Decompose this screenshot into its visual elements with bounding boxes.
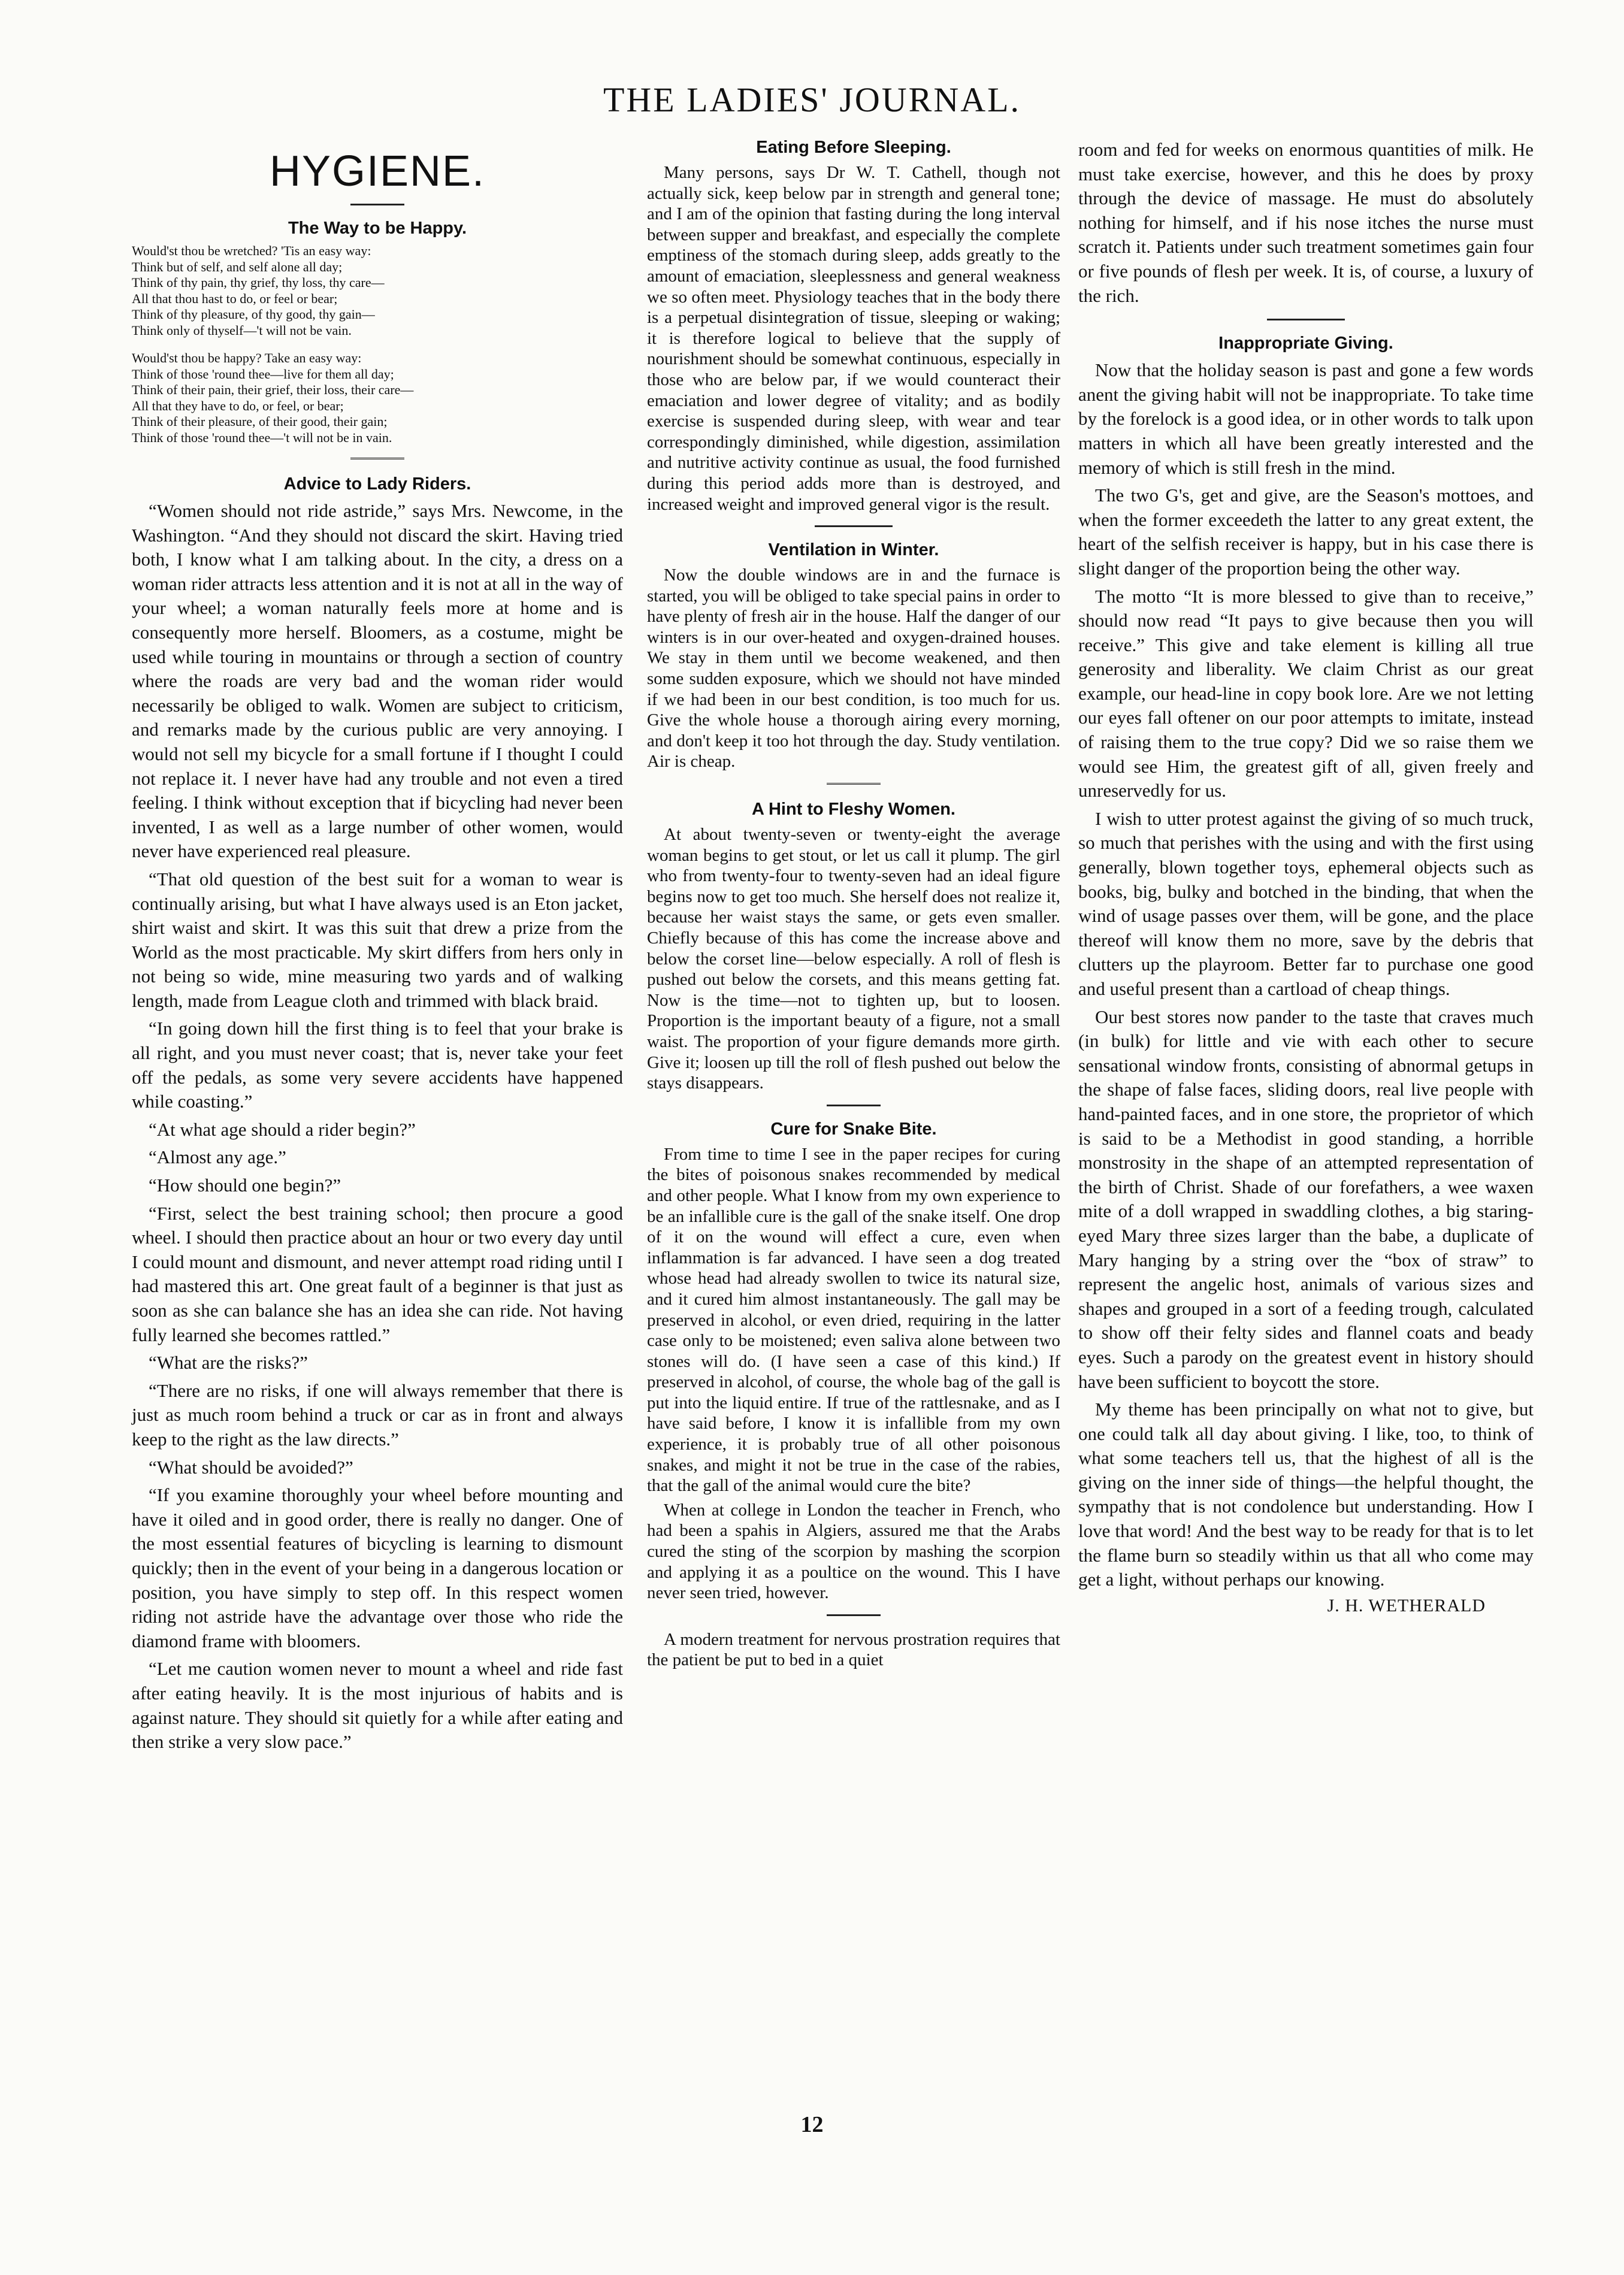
paragraph: “Women should not ride astride,” says Mrs. Newcome, in the Washington. “And they should not discard the skirt. Having tried both, I know what I am talking about. In the city, a dress on a woman rider attracts less attention and it is not at all in the way of your wheel; a woman naturally feels more at home and is consequently more herself. Bloomers, as a costume, might be used while touring in mountains or through a section of country where the roads are very bad and the woman rider would necessarily be obliged to walk. Women are subject to criticism, and remarks made by the curious public are very annoying. I would not sell my bicycle for a small fortune if I thought I could not replace it. I never have had any trouble and not even a tired feeling. I think without exception that if bicycling had never been invented, I as well as a large number of other women, would never have experienced real pleasure. bbox=[132, 500, 623, 862]
column-1 bbox=[132, 138, 623, 1758]
poem-line: Think of thy pleasure, of thy good, thy gain— bbox=[132, 307, 375, 322]
paragraph: “What should be avoided?” bbox=[149, 1456, 353, 1478]
paragraph: Our best stores now pander to the taste that craves much (in bulk) for little and vie with each other to secure sensational window fronts, consisting of abnormal getups in the shape of false faces, sliding doors, real live people with hand-painted faces, and in one store, the proprietor of which is said to be a Methodist in good standing, a horrible monstrosity in the shape of an attempted representation of the birth of Christ. Shade of our forefathers, a wee waxen mite of a doll wrapped in swaddling clothes, a big staring-eyed Mary three sizes larger than the babe, a duplicate of Mary hanging by a string over the “box of straw” to represent the angelic host, animals of various sizes and shapes and grouped in a sort of a feeding trough, calculated to show off their felty sides and flannel coats and beady eyes. Such a parody on the greatest event in history should have been sufficient to boycott the store. bbox=[1078, 1006, 1534, 1392]
poem-line: All that they have to do, or feel, or bear; bbox=[132, 398, 344, 413]
paragraph: “What are the risks?” bbox=[149, 1352, 308, 1374]
paragraph: When at college in London the teacher in French, who had been a spahis in Algiers, assured me that the Arabs cured the sting of the scorpion by mashing the scorpion and applying it as a poultice on the wound. This I have never seen tried, however. bbox=[647, 1500, 1060, 1603]
paragraph: “If you examine thoroughly your wheel before mounting and have it oiled and in good order, there is really no danger. One of the most essential features of bicycling is learning to dismount quickly; then in the event of your being in a dangerous location or position, you have simply to step off. In this respect women riding not astride have the advantage over those who ride the diamond frame with bloomers. bbox=[132, 1484, 623, 1651]
poem-line: Think of those 'round thee—live for them all day; bbox=[132, 366, 394, 382]
section-rule bbox=[815, 525, 893, 527]
paragraph: I wish to utter protest against the giving of so much truck, so much that perishes with the using and with the first using generally, blown together toys, ephemeral objects such as books, big, bulky and botched in the binding, that when the wind of usage passes over them, will be gone, and the place thereof will know them no more, save by the debris that clutters up the playroom. Better far to purchase one good and useful present than a cartload of cheap things. bbox=[1078, 807, 1534, 999]
paragraph: The motto “It is more blessed to give than to receive,” should now read “It pays to give because then you will receive.” This give and take element is killing all true generosity and liberality. We claim Christ as our great example, our head-line in copy book lore. Are we not letting our eyes fall oftener on our poor attempts to imitate, instead of raising them to the true copy? Did we so raise them we would see Him, the greatest gift of all, given freely and unreservedly for us. bbox=[1078, 585, 1534, 801]
article-title-snake-bite: Cure for Snake Bite. bbox=[770, 1119, 937, 1139]
article-title-way-to-be-happy: The Way to be Happy. bbox=[288, 219, 467, 238]
poem-line: Think of their pain, their grief, their loss, their care— bbox=[132, 382, 414, 397]
article-title-ventilation: Ventilation in Winter. bbox=[768, 540, 939, 560]
page-number: 12 bbox=[800, 2112, 824, 2137]
article-title-lady-riders: Advice to Lady Riders. bbox=[283, 474, 471, 494]
poem-stanza-2 bbox=[132, 350, 623, 446]
article-title-fleshy-women: A Hint to Fleshy Women. bbox=[752, 800, 955, 819]
column-3 bbox=[1078, 138, 1534, 1616]
paragraph: Now the double windows are in and the furnace is started, you will be obliged to take special pains in order to have plenty of fresh air in the house. Half the danger of our winters is in our over-heated and oxygen-drained houses. We stay in them until we become weakened, and then some sudden exposure, which we should not have minded if we had been in our best condition, is too much for us. Give the whole house a thorough airing every morning, and don't keep it too hot through the day. Study ventilation. Air is cheap. bbox=[647, 565, 1060, 772]
paragraph: “First, select the best training school; then procure a good wheel. I should then practice about an hour or two every day until I could mount and dismount, and never attempt road riding until I had mastered this art. One great fault of a beginner is that just as soon as she can balance she has an idea she can ride. Not having fully learned she becomes rattled.” bbox=[132, 1202, 623, 1345]
paragraph: A modern treatment for nervous prostration requires that the patient be put to bed in a quiet bbox=[647, 1629, 1060, 1670]
article-title-eating-before-sleeping: Eating Before Sleeping. bbox=[756, 138, 951, 157]
poem-line: Think but of self, and self alone all day; bbox=[132, 259, 343, 274]
article-title-inappropriate-giving: Inappropriate Giving. bbox=[1218, 334, 1393, 353]
paragraph: The two G's, get and give, are the Season's mottoes, and when the former exceedeth the latter to any great extent, the heart of the selfish receiver is happy, but in his case there is slight danger of the proportion being the other way. bbox=[1078, 485, 1534, 579]
paragraph: “That old question of the best suit for a woman to wear is continually arising, but what I have always used is an Eton jacket, shirt waist and skirt. It was this suit that drew a prize from the World as the most practicable. My skirt differs from hers only in not being so wide, mine measuring two yards and of walking length, made from League cloth and trimmed with black braid. bbox=[132, 868, 623, 1011]
poem-line: Would'st thou be wretched? 'Tis an easy way: bbox=[132, 243, 371, 258]
paragraph: “In going down hill the first thing is to feel that your brake is all right, and you must never coast; that is, never take your feet off the pedals, as some very severe accidents have happened while coasting.” bbox=[132, 1018, 623, 1112]
section-rule bbox=[350, 204, 404, 205]
paragraph: “At what age should a rider begin?” bbox=[149, 1118, 416, 1140]
paragraph: “There are no risks, if one will always remember that there is just as much room behind a truck or car as in front and always keep to the right as the law directs.” bbox=[132, 1379, 623, 1450]
poem-line: Think of those 'round thee—'t will not be in vain. bbox=[132, 429, 392, 445]
section-rule bbox=[350, 458, 404, 461]
paragraph: Many persons, says Dr W. T. Cathell, though not actually sick, keep below par in strength and general tone; and I am of the opinion that fasting during the long interval between supper and breakfast, and especially the complete emptiness of the stomach during sleep, adds greatly to the amount of emaciation, sleeplessness and general weakness we so often meet. Physiology teaches that in the body there is a perpetual disintegration of tissue, sleeping or waking; it is therefore logical to believe that the supply of nourishment should be somewhat continuous, especially in those who are below par, if we would counteract their emaciation and lower degree of vitality; and as bodily exercise is suspended during sleep, with wear and tear correspondingly diminished, while digestion, assimilation and nutritive activity continue as usual, the food furnished during this period adds more than is destroyed, and increased weight and improved general vigor is the result. bbox=[647, 163, 1060, 514]
poem-line: All that thou hast to do, or feel or bear; bbox=[132, 291, 338, 306]
poem-stanza-1 bbox=[132, 243, 623, 338]
paragraph: “Almost any age.” bbox=[149, 1146, 286, 1168]
paragraph: Now that the holiday season is past and gone a few words anent the giving habit will not be inappropriate. To take time by the forelock is a good idea, or in other words to talk upon matters in which all have been greatly interested and the memory of which is still fresh in the mind. bbox=[1078, 359, 1534, 478]
paragraph: “Let me caution women never to mount a wheel and ride fast after eating heavily. It is the most injurious of habits and is against nature. They should sit quietly for a while after eating and then strike a very slow pace.” bbox=[132, 1658, 623, 1753]
poem-line: Think of their pleasure, of their good, their gain; bbox=[132, 414, 388, 429]
paragraph: At about twenty-seven or twenty-eight the average woman begins to get stout, or let us call it plump. The girl who from twenty-four to twenty-seven had an ideal figure begins now to get too much. She herself does not realize it, because her waist stays the same, or gets even smaller. Chiefly because of this has come the increase above and below the corset line—below especially. A roll of flesh is pushed out below the corsets, and this means getting fat. Now is the time—not to tighten up, but to loosen. Proportion is the important beauty of a figure, not a small waist. The proportion of your figure demands more girth. Give it; loosen up till the roll of flesh pushed out below the stays disappears. bbox=[647, 825, 1060, 1093]
running-head: THE LADIES' JOURNAL. bbox=[603, 80, 1021, 119]
section-rule bbox=[827, 783, 881, 786]
section-rule bbox=[827, 1614, 881, 1616]
paragraph: “How should one begin?” bbox=[149, 1175, 341, 1196]
author-signature: J. H. WETHERALD bbox=[1327, 1595, 1486, 1616]
paragraph: room and fed for weeks on enormous quantities of milk. He must take exercise, however, and this he does by proxy through the device of massage. He must do absolutely nothing for himself, and if his nose itches the nurse must scratch it. Patients under such treatment sometimes gain four or five pounds of flesh per week. It is, of course, a luxury of the rich. bbox=[1078, 139, 1534, 306]
paragraph: My theme has been principally on what not to give, but one could talk all day about giving. I like, too, to think of what some teachers tell us, that the highest of all is the giving on the inner side of things—the helpful thought, the sympathy that is not condolence but understanding. How I love that word! And the best way to be ready for that is to let the flame burn so steadily within us that all who come may get a light, without perhaps our knowing. bbox=[1078, 1399, 1534, 1590]
poem-line: Think of thy pain, thy grief, thy loss, thy care— bbox=[132, 275, 385, 290]
paragraph: From time to time I see in the paper recipes for curing the bites of poisonous snakes recommended by medical and other people. What I know from my own experience to be an infallible cure is the gall of the snake itself. One drop of it on the wound will effect a cure, even when inflammation is far advanced. I have seen a dog treated whose head had already swollen to twice its natural size, and it cured him almost instantaneously. The gall may be preserved in alcohol, or even dried, requiring in the latter case only to be moistened; even saliva alone between two stones will do. (I have seen a case of this kind.) If preserved in alcohol, of course, the whole bag of the gall is put into the liquid entire. If true of the rattlesnake, and as I have said before, I know it is infallible from my own experience, it is probably true of all other poisonous snakes, and might it not be true in the case of the rabies, that the gall of the animal would cure the bite? bbox=[647, 1144, 1060, 1496]
section-rule bbox=[827, 1105, 881, 1106]
column-2 bbox=[647, 138, 1060, 1674]
poem-line: Think only of thyself—'t will not be vain. bbox=[132, 322, 352, 338]
section-rule bbox=[1267, 319, 1345, 320]
department-title: HYGIENE. bbox=[269, 147, 486, 195]
poem-line: Would'st thou be happy? Take an easy way: bbox=[132, 350, 362, 365]
